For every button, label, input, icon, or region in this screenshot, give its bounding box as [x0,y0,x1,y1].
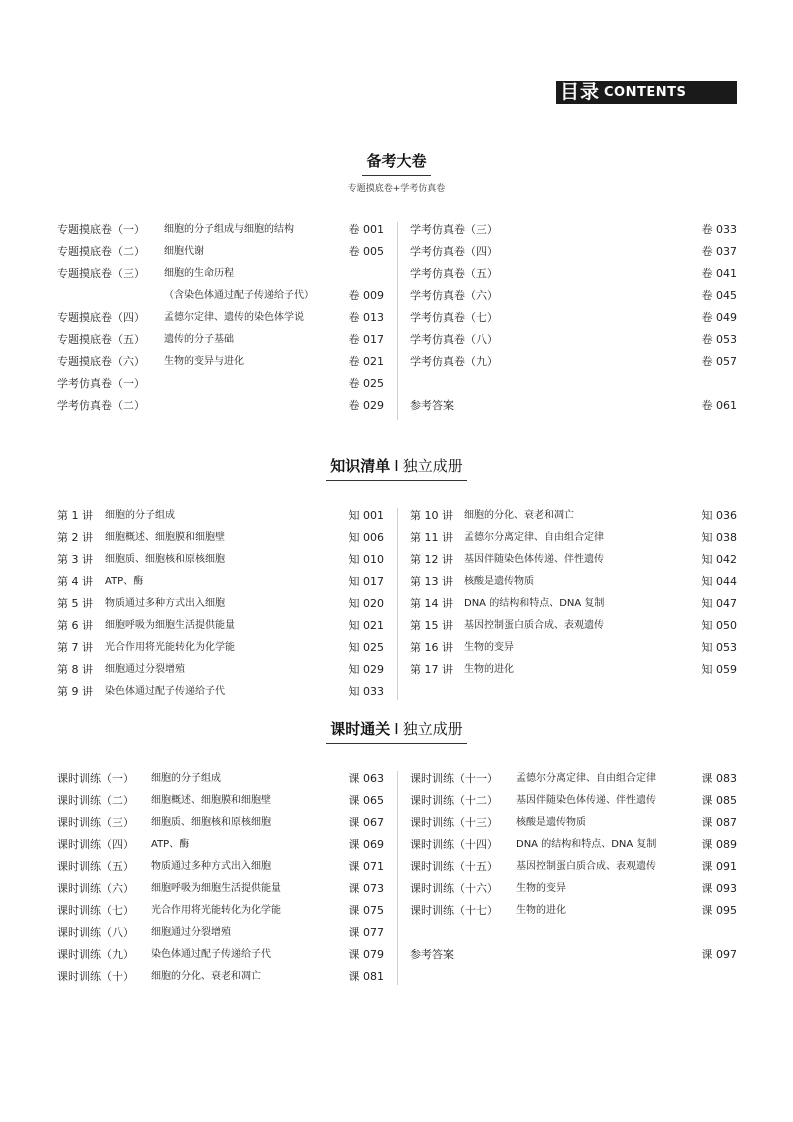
toc-entry-description: 核酸是遗传物质 [516,817,586,828]
toc-entry-page: 知 033 [348,685,384,698]
toc-entry-description: 物质通过多种方式出入细胞 [105,598,225,609]
toc-entry[interactable] [410,329,737,351]
toc-entry[interactable] [57,856,384,878]
toc-entry-label: 专题摸底卷（三） [57,267,145,280]
toc-entry-description: 细胞的生命历程 [164,268,234,279]
toc-entry-label: 专题摸底卷（六） [57,355,145,368]
toc-entry-description: 细胞质、细胞核和原核细胞 [151,817,271,828]
toc-entry[interactable] [57,966,384,988]
toc-entry-label: 课时训练（十四） [410,838,498,851]
toc-entry-page: 知 001 [348,509,384,522]
toc-entry-description: 基因伴随染色体传递、伴性遗传 [464,554,604,565]
toc-entry[interactable] [410,922,737,944]
toc-entry-description: 光合作用将光能转化为化学能 [105,642,235,653]
toc-entry-label: 专题摸底卷（二） [57,245,145,258]
toc-entry-label: 课时训练（七） [57,904,134,917]
toc-entry[interactable] [57,373,384,395]
toc-entry-description: ATP、酶 [105,576,144,587]
toc-entry[interactable] [57,593,384,615]
toc-entry-page: 卷 057 [701,355,737,368]
toc-entry-page: 课 085 [701,794,737,807]
toc-entry-page: 课 067 [348,816,384,829]
toc-entry-label: 第 2 讲 [57,531,93,544]
lesson-title-bold: 课时通关 [330,720,391,738]
toc-entry[interactable] [410,900,737,922]
section-exam-papers-header [0,150,793,194]
toc-entry-page: 知 044 [701,575,737,588]
toc-entry-page: 卷 053 [701,333,737,346]
toc-entry[interactable] [57,219,384,241]
toc-entry-label: 课时训练（九） [57,948,134,961]
toc-entry[interactable] [57,263,384,285]
toc-entry-page: 课 065 [348,794,384,807]
toc-entry-label: 学考仿真卷（二） [57,399,145,412]
knowledge-title-bold: 知识清单 [330,457,391,475]
toc-entry[interactable] [57,351,384,373]
toc-entry-label: 课时训练（十三） [410,816,498,829]
toc-entry-description: 生物的进化 [464,664,514,675]
toc-entry-description: 孟德尔分离定律、自由组合定律 [464,532,604,543]
toc-entry[interactable] [410,549,737,571]
toc-entry-label: 学考仿真卷（四） [410,245,498,258]
toc-entry-description: 遗传的分子基础 [164,334,234,345]
section-knowledge-list-title [326,455,466,481]
toc-entry-page: 卷 045 [701,289,737,302]
toc-entry[interactable] [57,549,384,571]
toc-entry-page: 知 047 [701,597,737,610]
toc-entry-page: 卷 021 [348,355,384,368]
toc-entry-page: 卷 017 [348,333,384,346]
toc-entry-label: 参考答案 [410,399,454,412]
toc-entry-page: 知 050 [701,619,737,632]
toc-entry[interactable] [57,900,384,922]
column-divider [397,771,398,985]
toc-entry-page: 知 029 [348,663,384,676]
toc-entry-label: 第 15 讲 [410,619,453,632]
toc-entry-label: 专题摸底卷（五） [57,333,145,346]
toc-entry-label: 第 10 讲 [410,509,453,522]
toc-entry-label: 专题摸底卷（四） [57,311,145,324]
toc-entry-description: 细胞的分化、衰老和凋亡 [151,971,261,982]
toc-entry-page: 课 095 [701,904,737,917]
toc-entry[interactable] [410,527,737,549]
toc-entry-page: 卷 033 [701,223,737,236]
toc-entry-description: 生物的变异 [516,883,566,894]
toc-entry-description: 细胞的分子组成与细胞的结构 [164,224,294,235]
toc-entry-label: 课时训练（三） [57,816,134,829]
toc-entry-label: 课时训练（十六） [410,882,498,895]
section-knowledge-list-left-column [57,505,384,703]
toc-entry[interactable] [410,395,737,417]
toc-entry[interactable] [57,834,384,856]
toc-entry-description: 基因控制蛋白质合成、表观遗传 [464,620,604,631]
toc-entry-label: 课时训练（十七） [410,904,498,917]
toc-entry[interactable] [410,615,737,637]
toc-entry-description: 物质通过多种方式出入细胞 [151,861,271,872]
toc-entry[interactable] [410,263,737,285]
toc-entry[interactable] [57,878,384,900]
toc-entry-page: 知 042 [701,553,737,566]
toc-entry[interactable] [57,637,384,659]
toc-entry[interactable] [57,285,384,307]
toc-entry-page: 课 089 [701,838,737,851]
toc-entry-label: 专题摸底卷（一） [57,223,145,236]
section-exam-papers-right-column [410,219,737,417]
toc-entry-label: 第 17 讲 [410,663,453,676]
toc-entry[interactable] [410,944,737,966]
toc-entry[interactable] [410,768,737,790]
toc-entry-description: 细胞的分化、衰老和凋亡 [464,510,574,521]
toc-entry-label: 第 5 讲 [57,597,93,610]
toc-entry-page: 卷 029 [348,399,384,412]
toc-entry-label: 课时训练（四） [57,838,134,851]
toc-entry-description: 生物的变异 [464,642,514,653]
toc-entry-page: 课 093 [701,882,737,895]
toc-entry-page: 卷 001 [348,223,384,236]
toc-entry-page: 课 079 [348,948,384,961]
toc-entry-description: 细胞的分子组成 [151,773,221,784]
knowledge-title-divider: I [394,457,399,475]
section-knowledge-list-right-column [410,505,737,681]
toc-entry-page: 卷 009 [348,289,384,302]
toc-entry-description: 孟德尔分离定律、自由组合定律 [516,773,656,784]
logo-chinese: 目录 [560,81,601,103]
toc-entry-page: 知 017 [348,575,384,588]
toc-entry[interactable] [410,637,737,659]
toc-entry[interactable] [57,571,384,593]
section-lesson-training-left-column [57,768,384,988]
toc-entry-page: 课 087 [701,816,737,829]
toc-entry-page: 知 038 [701,531,737,544]
toc-entry-label: 课时训练（十五） [410,860,498,873]
toc-entry-label: 学考仿真卷（八） [410,333,498,346]
toc-entry-label: 第 11 讲 [410,531,453,544]
toc-entry-page: 课 091 [701,860,737,873]
toc-entry-page: 卷 013 [348,311,384,324]
section-exam-papers-left-column [57,219,384,417]
toc-entry[interactable] [57,505,384,527]
toc-entry-description: 核酸是遗传物质 [464,576,534,587]
toc-entry-label: 学考仿真卷（三） [410,223,498,236]
toc-entry[interactable] [57,329,384,351]
toc-entry-label: 学考仿真卷（一） [57,377,145,390]
toc-entry-label: 第 7 讲 [57,641,93,654]
toc-entry-page: 课 077 [348,926,384,939]
toc-entry-description: 细胞呼吸为细胞生活提供能量 [105,620,235,631]
toc-entry[interactable] [57,812,384,834]
toc-entry-label: 第 12 讲 [410,553,453,566]
toc-entry-label: 课时训练（六） [57,882,134,895]
toc-entry-label: 课时训练（五） [57,860,134,873]
toc-entry-label: 第 14 讲 [410,597,453,610]
toc-entry-label: 学考仿真卷（五） [410,267,498,280]
toc-entry-label: 学考仿真卷（七） [410,311,498,324]
toc-entry-page: 卷 061 [701,399,737,412]
toc-entry-label: 课时训练（二） [57,794,134,807]
toc-entry-page: 知 053 [701,641,737,654]
toc-entry-page: 课 083 [701,772,737,785]
toc-entry-description: 染色体通过配子传递给子代 [151,949,271,960]
toc-entry-page: 课 063 [348,772,384,785]
toc-entry-label: 课时训练（十二） [410,794,498,807]
toc-entry-label: 课时训练（一） [57,772,134,785]
toc-entry[interactable] [57,944,384,966]
toc-entry[interactable] [410,834,737,856]
toc-entry-page: 卷 025 [348,377,384,390]
toc-entry-page: 知 010 [348,553,384,566]
toc-entry[interactable] [410,790,737,812]
toc-entry-label: 第 6 讲 [57,619,93,632]
logo-english: CONTENTS [604,85,687,100]
toc-entry-page: 卷 041 [701,267,737,280]
toc-entry-page: 课 081 [348,970,384,983]
toc-entry-description: 细胞概述、细胞膜和细胞壁 [151,795,271,806]
toc-entry-page: 卷 037 [701,245,737,258]
toc-entry-label: 课时训练（八） [57,926,134,939]
toc-entry-description: 细胞通过分裂增殖 [105,664,185,675]
toc-entry-description: 细胞代谢 [164,246,204,257]
column-divider [397,508,398,700]
toc-entry-page: 知 025 [348,641,384,654]
toc-entry-page: 知 059 [701,663,737,676]
toc-entry[interactable] [57,681,384,703]
toc-entry[interactable] [410,505,737,527]
toc-entry[interactable] [57,615,384,637]
toc-entry-page: 知 036 [701,509,737,522]
toc-entry-description: 细胞的分子组成 [105,510,175,521]
toc-entry-label: 第 13 讲 [410,575,453,588]
lesson-title-thin: 独立成册 [402,720,463,738]
toc-entry-description: 细胞质、细胞核和原核细胞 [105,554,225,565]
toc-entry-label: 第 9 讲 [57,685,93,698]
toc-entry[interactable] [410,241,737,263]
toc-entry-label: 第 16 讲 [410,641,453,654]
toc-entry-label: 第 4 讲 [57,575,93,588]
column-divider [397,222,398,420]
section-knowledge-list-header [0,455,793,481]
toc-entry-label: 学考仿真卷（九） [410,355,498,368]
toc-entry-description: ATP、酶 [151,839,190,850]
toc-entry-label: 参考答案 [410,948,454,961]
toc-entry-description: （含染色体通过配子传递给子代） [164,290,314,301]
toc-entry[interactable] [410,856,737,878]
toc-entry-page: 知 020 [348,597,384,610]
toc-entry-label: 第 8 讲 [57,663,93,676]
toc-entry-description: 染色体通过配子传递给子代 [105,686,225,697]
toc-entry-description: 细胞呼吸为细胞生活提供能量 [151,883,281,894]
toc-entry[interactable] [57,307,384,329]
toc-entry[interactable] [410,285,737,307]
toc-entry-page: 课 075 [348,904,384,917]
toc-entry[interactable] [57,922,384,944]
toc-entry[interactable] [57,768,384,790]
toc-entry-description: 光合作用将光能转化为化学能 [151,905,281,916]
toc-entry[interactable] [410,571,737,593]
toc-entry-label: 第 1 讲 [57,509,93,522]
section-lesson-training-header [0,718,793,744]
toc-entry-page: 课 069 [348,838,384,851]
toc-entry-label: 第 3 讲 [57,553,93,566]
toc-entry-label: 课时训练（十） [57,970,134,983]
toc-entry-description: 基因伴随染色体传递、伴性遗传 [516,795,656,806]
toc-entry-page: 课 071 [348,860,384,873]
toc-entry-description: 生物的变异与进化 [164,356,244,367]
toc-entry[interactable] [57,527,384,549]
section-lesson-training-title [326,718,466,744]
section-exam-papers-title: 备考大卷 [362,150,430,176]
toc-entry-page: 卷 049 [701,311,737,324]
toc-entry[interactable] [410,593,737,615]
toc-entry[interactable] [410,812,737,834]
toc-entry-description: 基因控制蛋白质合成、表观遗传 [516,861,656,872]
toc-entry-description: 细胞概述、细胞膜和细胞壁 [105,532,225,543]
lesson-title-divider: I [394,720,399,738]
toc-entry[interactable] [57,395,384,417]
toc-entry-description: DNA 的结构和特点、DNA 复制 [516,839,657,850]
toc-entry-page: 知 006 [348,531,384,544]
toc-entry[interactable] [57,790,384,812]
toc-entry-description: DNA 的结构和特点、DNA 复制 [464,598,605,609]
toc-entry-label: 课时训练（十一） [410,772,498,785]
toc-entry-page: 课 097 [701,948,737,961]
section-lesson-training-right-column [410,768,737,966]
toc-entry-page: 卷 005 [348,245,384,258]
toc-entry[interactable] [410,878,737,900]
knowledge-title-thin: 独立成册 [402,457,463,475]
toc-entry[interactable] [57,659,384,681]
toc-entry[interactable] [410,307,737,329]
toc-entry[interactable] [410,373,737,395]
toc-entry-description: 生物的进化 [516,905,566,916]
toc-entry[interactable] [410,351,737,373]
toc-entry[interactable] [410,219,737,241]
toc-entry-label: 学考仿真卷（六） [410,289,498,302]
toc-entry-page: 知 021 [348,619,384,632]
toc-entry-description: 孟德尔定律、遗传的染色体学说 [164,312,304,323]
toc-entry-page: 课 073 [348,882,384,895]
toc-entry[interactable] [57,241,384,263]
toc-entry[interactable] [410,659,737,681]
contents-logo [556,81,737,104]
section-exam-papers-subtitle: 专题摸底卷+学考仿真卷 [347,184,446,194]
toc-entry-description: 细胞通过分裂增殖 [151,927,231,938]
